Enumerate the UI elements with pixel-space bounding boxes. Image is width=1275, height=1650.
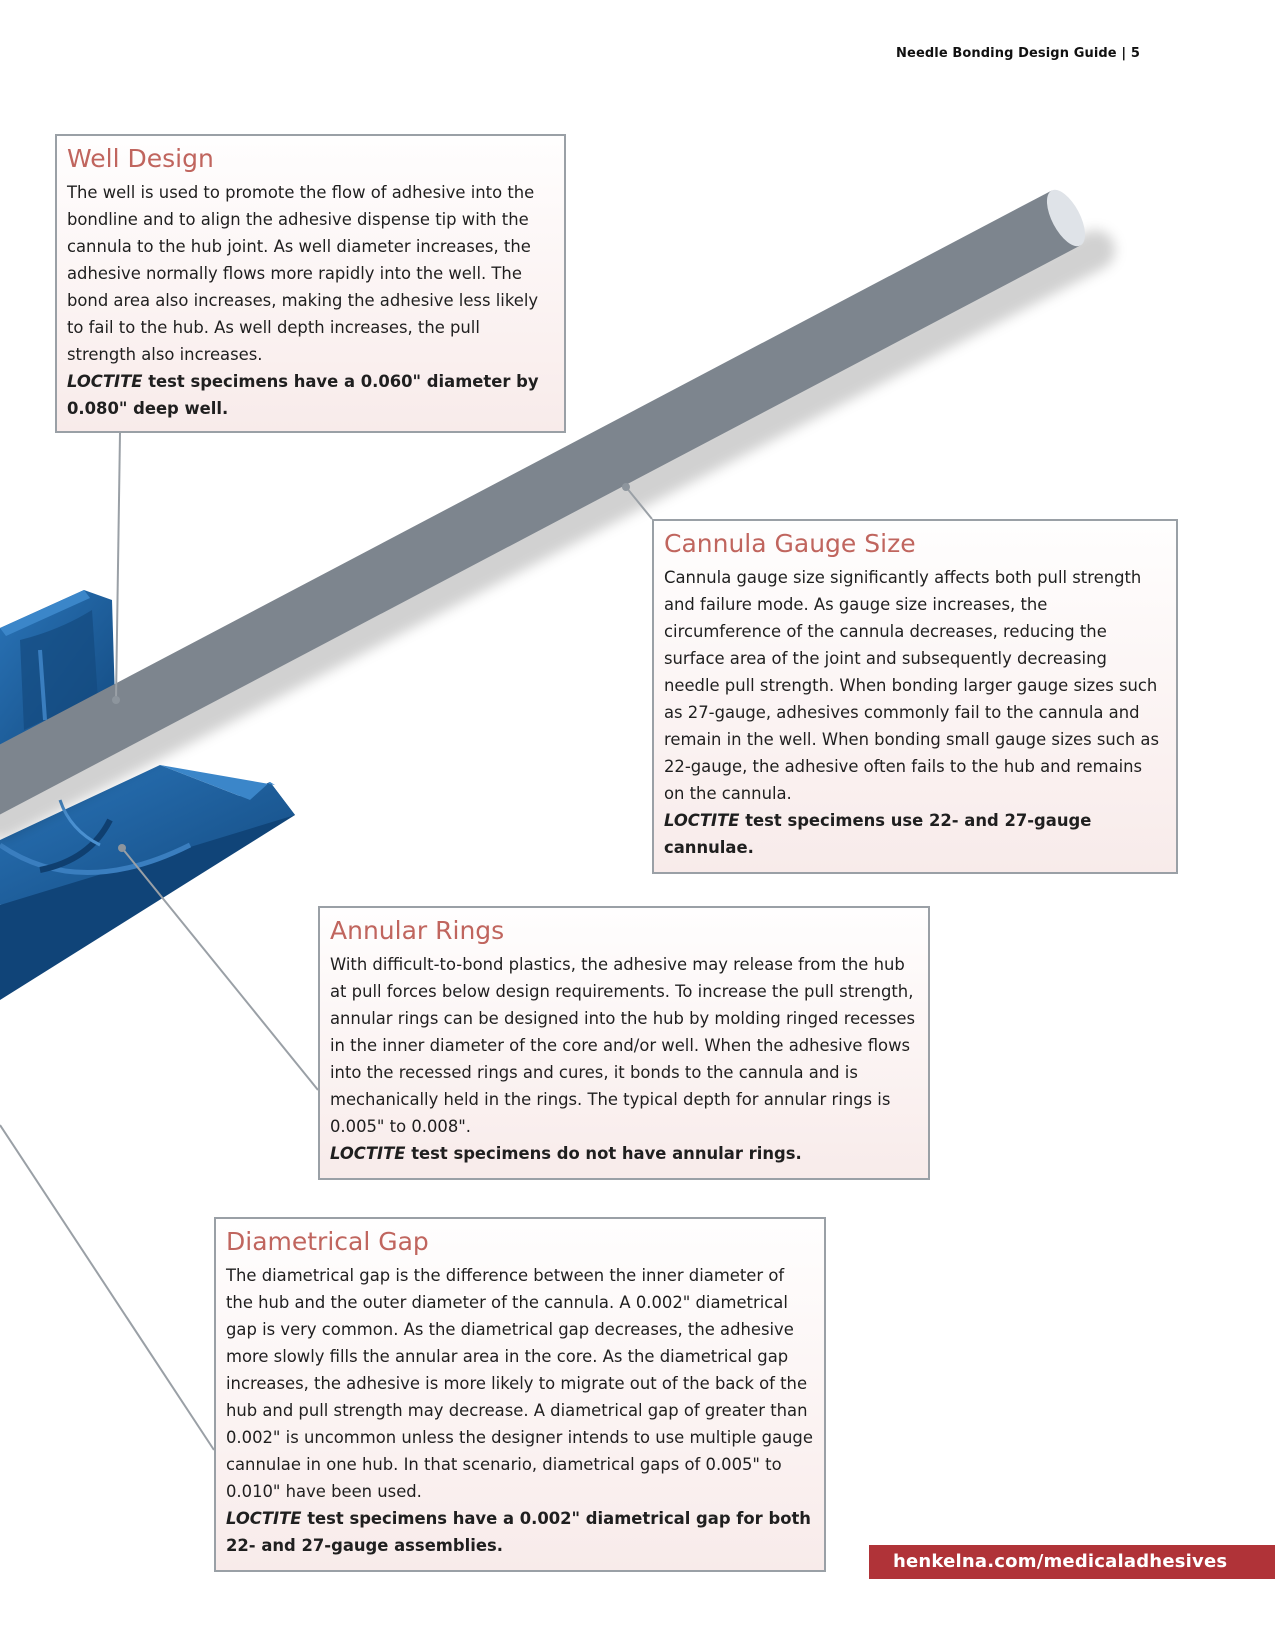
header-separator: |: [1121, 46, 1127, 61]
well-design-callout: [55, 134, 566, 433]
diametrical-gap-note: [226, 1505, 814, 1559]
leader-dot-cannula: [622, 483, 630, 491]
cannula-gauge-size-title: Cannula Gauge Size: [664, 529, 916, 558]
annular-rings-callout: [318, 906, 930, 1180]
note-text: test specimens have a 0.002" diametrical gap for both 22- and 27-gauge assemblies.: [226, 1509, 811, 1555]
cannula-gauge-size-body: Cannula gauge size significantly affects both pull strength and failure mode. As gauge size increases, the circumference of the cannula decreases, reducing the surface area of the joint and subsequently decreasing needle pull strength. When bonding larger gauge sizes such as 27-gauge, adhesives commonly fail to the cannula and remain in the well. When bonding small gauge sizes such as 22-gauge, the adhesive often fails to the hub and remains on the cannula.: [664, 568, 1160, 803]
diametrical-gap-callout: [214, 1217, 826, 1572]
footer-url-link[interactable]: henkelna.com/medicaladhesives: [893, 1551, 1228, 1572]
leader-dot-annular: [118, 844, 126, 852]
brand-name: LOCTITE: [67, 372, 143, 391]
brand-name: LOCTITE: [664, 811, 740, 830]
brand-name: LOCTITE: [226, 1509, 302, 1528]
diametrical-gap-body: The diametrical gap is the difference between the inner diameter of the hub and the outer diameter of the cannula. A 0.002" diametrical gap is very common. As the diametrical gap decreases, the adhesive more slowly fills the annular area in the core. As the diametrical gap increases, the adhesive is more likely to migrate out of the back of the hub and pull strength may decrease. A diametrical gap of greater than 0.002" is uncommon unless the designer intends to use multiple gauge cannulae in one hub. In that scenario, diametrical gaps of 0.005" to 0.010" have been used.: [226, 1266, 813, 1501]
footer-url-bar: [869, 1545, 1275, 1579]
well-design-body: The well is used to promote the flow of adhesive into the bondline and to align the adhesive dispense tip with the cannula to the hub joint. As well diameter increases, the adhesive normally flows more rapidly into the well. The bond area also increases, making the adhesive less likely to fail to the hub. As well depth increases, the pull strength also increases.: [67, 183, 539, 364]
note-text: test specimens do not have annular rings.: [405, 1144, 802, 1163]
diametrical-gap-title: Diametrical Gap: [226, 1227, 429, 1256]
well-design-note: [67, 368, 554, 422]
note-text: test specimens have a 0.060" diameter by 0.080" deep well.: [67, 372, 539, 418]
cannula-gauge-size-callout: [652, 519, 1178, 874]
brand-name: LOCTITE: [330, 1144, 406, 1163]
annular-rings-note: [330, 1140, 918, 1167]
note-text: test specimens use 22- and 27-gauge cannulae.: [664, 811, 1092, 857]
annular-rings-body: With difficult-to-bond plastics, the adhesive may release from the hub at pull forces below design requirements. To increase the pull strength, annular rings can be designed into the hub by molding ringed recesses in the inner diameter of the core and/or well. When the adhesive flows into the recessed rings and cures, it bonds to the cannula and is mechanically held in the rings. The typical depth for annular rings is 0.005" to 0.008".: [330, 955, 915, 1136]
leader-dot-well: [112, 696, 120, 704]
cannula-gauge-size-note: [664, 807, 1166, 861]
well-design-title: Well Design: [67, 144, 214, 173]
annular-rings-title: Annular Rings: [330, 916, 505, 945]
page-number: 5: [1130, 46, 1140, 61]
header-title: Needle Bonding Design Guide: [896, 46, 1117, 61]
